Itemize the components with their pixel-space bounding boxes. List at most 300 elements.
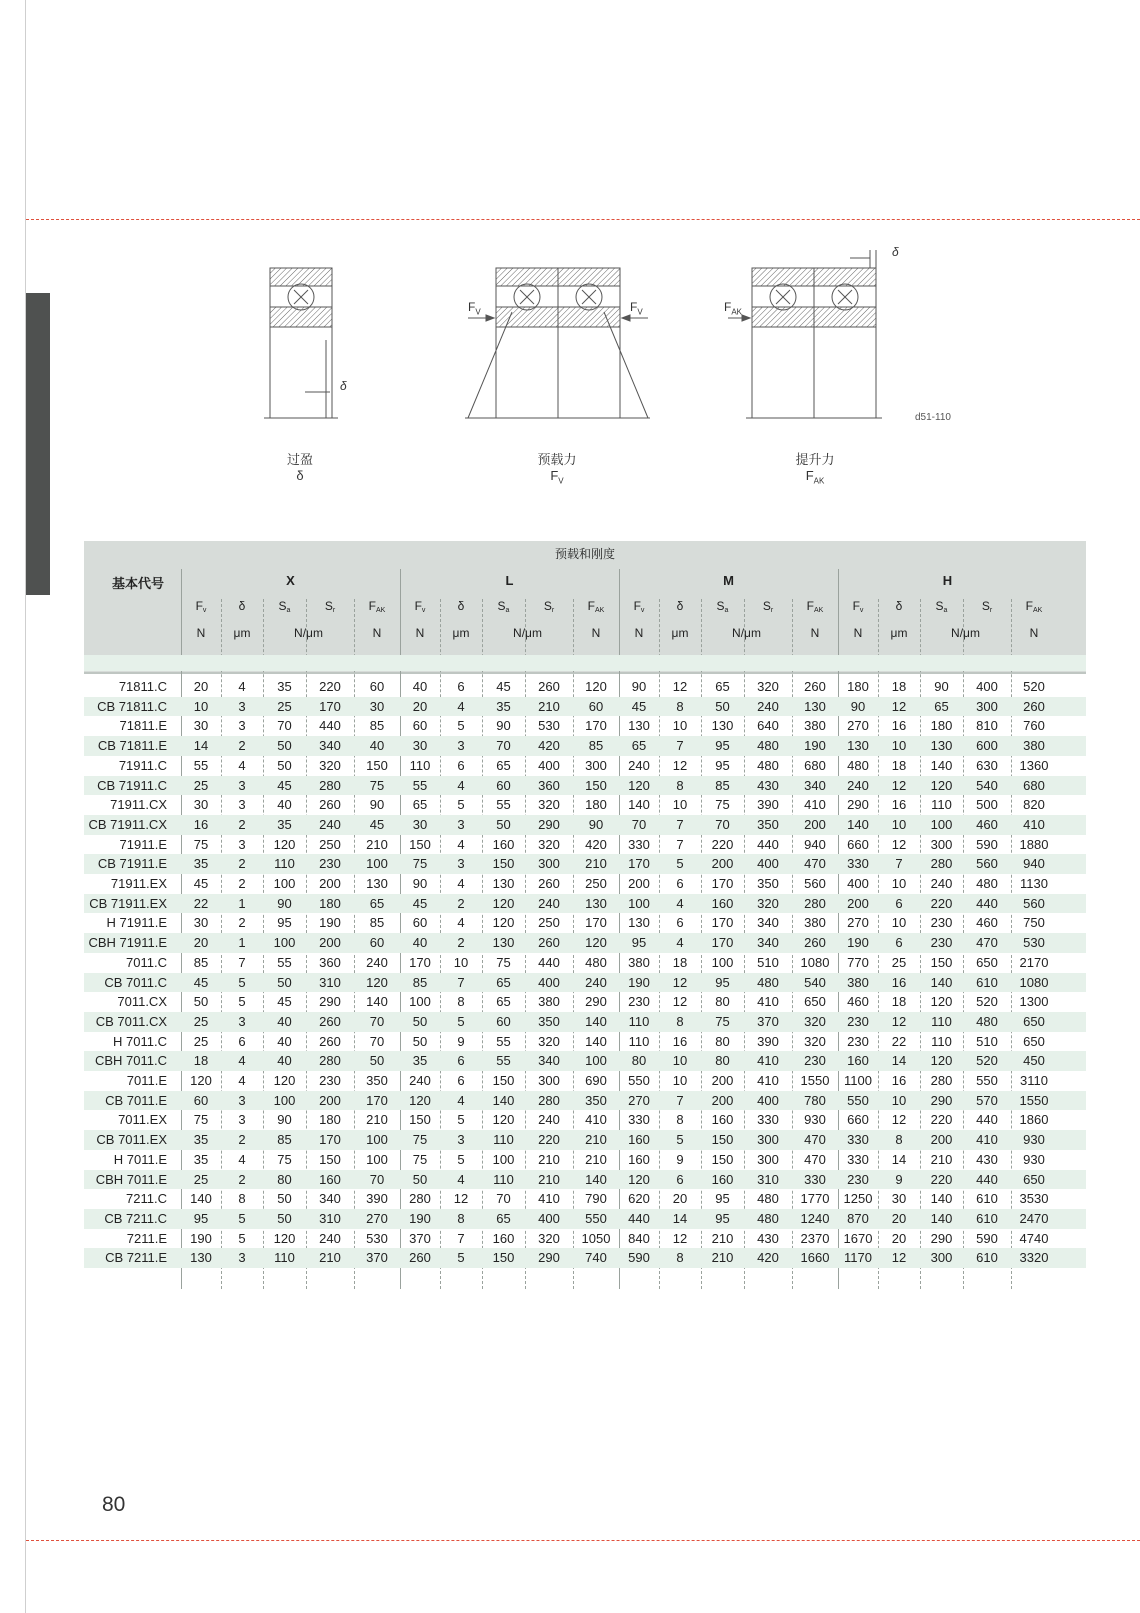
table-cell: 4: [238, 757, 246, 773]
bearing-code: H 7011.C: [113, 1033, 167, 1049]
table-cell: 380: [538, 994, 560, 1010]
table-cell: 95: [715, 974, 730, 990]
table-cell: 55: [412, 777, 428, 793]
table-cell: 70: [369, 1033, 385, 1049]
table-cell: 1170: [844, 1250, 872, 1266]
table-cell: 95: [715, 1191, 730, 1207]
table-cell: 320: [757, 679, 779, 694]
table-cell: 6: [676, 915, 684, 931]
table-cell: 50: [715, 698, 730, 714]
table-cell: 20: [672, 1191, 688, 1207]
col-fv-header: $F_v$: [852, 599, 864, 614]
table-cell: 6: [457, 757, 465, 773]
table-cell: 40: [277, 1033, 292, 1049]
table-cell: 8: [676, 777, 684, 793]
table-cell: 160: [711, 1112, 734, 1128]
table-cell: 8: [676, 1250, 684, 1266]
table-cell: 180: [585, 797, 607, 813]
caption-interference-text: 过盈: [286, 452, 313, 467]
table-cell: 170: [585, 718, 607, 734]
table-cell: 210: [711, 1250, 734, 1266]
table-cell: 12: [891, 698, 907, 714]
table-cell: 140: [585, 1171, 607, 1187]
col-sa-header: $S_a$: [935, 599, 948, 614]
table-cell: 120: [190, 1073, 212, 1088]
table-cell: 90: [631, 679, 647, 694]
table-cell: 530: [1023, 935, 1045, 951]
table-cell: 65: [496, 994, 511, 1010]
table-cell: 170: [319, 1132, 341, 1148]
table-cell: 130: [190, 1250, 212, 1266]
table-cell: 820: [1023, 797, 1045, 813]
table-cell: 45: [412, 895, 428, 911]
table-cell: 75: [193, 1112, 209, 1128]
table-cell: 350: [366, 1073, 388, 1088]
table-cell: 160: [847, 1053, 869, 1069]
table-cell: 240: [757, 698, 779, 714]
table-cell: 120: [585, 679, 607, 694]
bearing-code: CBH 71911.E: [88, 935, 167, 951]
table-cell: 200: [628, 876, 650, 891]
table-cell: 40: [277, 1053, 292, 1069]
table-cell: 8: [676, 1112, 684, 1128]
table-cell: 160: [319, 1171, 341, 1187]
table-cell: 10: [672, 1073, 688, 1088]
table-cell: 150: [492, 1250, 515, 1266]
table-cell: 240: [409, 1073, 431, 1088]
table-cell: 4: [238, 1053, 246, 1069]
table-cell: 90: [934, 679, 949, 694]
table-cell: 45: [496, 679, 511, 694]
table-cell: 400: [757, 1092, 779, 1108]
table-cell: 95: [715, 738, 730, 754]
table-cell: 45: [193, 876, 209, 891]
table-cell: 260: [538, 876, 560, 891]
bearing-code: CB 71811.C: [97, 698, 167, 714]
table-cell: 8: [676, 1013, 684, 1029]
table-cell: 650: [804, 994, 826, 1010]
table-cell: 40: [277, 1013, 292, 1029]
table-cell: 50: [277, 974, 292, 990]
table-cell: 590: [628, 1250, 650, 1266]
table-cell: 1240: [800, 1210, 830, 1226]
table-cell: 740: [585, 1250, 607, 1266]
table-cell: 410: [1023, 816, 1045, 832]
table-cell: 75: [412, 856, 428, 872]
unit-um: μm: [890, 626, 908, 640]
table-cell: 2: [457, 895, 465, 911]
table-cell: 790: [585, 1191, 607, 1207]
table-cell: 75: [369, 777, 385, 793]
table-cell: 30: [412, 816, 428, 832]
table-cell: 400: [538, 974, 560, 990]
col-sa-header: $S_a$: [278, 599, 291, 614]
unit-n-per-um: N/μm: [951, 626, 980, 640]
table-cell: 120: [366, 974, 388, 990]
table-cell: 45: [631, 698, 647, 714]
table-cell: 100: [492, 1151, 515, 1167]
col-fak-header: $F_{AK}$: [806, 599, 824, 614]
table-cell: 520: [976, 994, 998, 1010]
table-cell: 110: [409, 757, 431, 773]
table-cell: 170: [711, 915, 734, 931]
table-cell: 75: [496, 954, 511, 970]
table-cell: 240: [628, 757, 650, 773]
table-cell: 150: [409, 1112, 431, 1128]
table-cell: 480: [847, 757, 869, 773]
table-cell: 440: [628, 1210, 650, 1226]
table-cell: 12: [891, 777, 907, 793]
table-cell: 9: [676, 1151, 684, 1167]
table-cell: 90: [588, 816, 604, 832]
table-cell: 810: [976, 718, 998, 734]
table-cell: 210: [366, 1112, 388, 1128]
table-cell: 170: [366, 1092, 388, 1108]
table-cell: 270: [847, 915, 869, 931]
table-cell: 4: [457, 836, 465, 852]
table-cell: 120: [492, 895, 515, 911]
table-cell: 120: [930, 1053, 953, 1069]
table-cell: 130: [804, 698, 826, 714]
table-cell: 230: [847, 1033, 869, 1049]
table-cell: 4: [457, 1171, 465, 1187]
col-fak-header: $F_{AK}$: [368, 599, 386, 614]
table-cell: 570: [976, 1092, 998, 1108]
table-cell: 12: [891, 836, 907, 852]
table-cell: 55: [496, 1053, 511, 1069]
table-cell: 300: [976, 698, 998, 714]
table-cell: 40: [277, 797, 292, 813]
table-cell: 10: [193, 698, 209, 714]
col-sr-header: $S_r$: [762, 599, 774, 614]
table-cell: 370: [409, 1230, 431, 1246]
table-cell: 85: [588, 738, 604, 754]
table-cell: 470: [804, 856, 826, 872]
delta-symbol-1: δ: [340, 379, 347, 393]
table-cell: 460: [976, 816, 998, 832]
table-cell: 320: [538, 1033, 560, 1049]
table-cell: 1: [238, 895, 246, 911]
table-cell: 640: [757, 718, 779, 734]
table-cell: 140: [585, 1033, 607, 1049]
table-cell: 750: [1023, 915, 1045, 931]
table-cell: 370: [366, 1250, 388, 1266]
table-cell: 6: [238, 1033, 246, 1049]
table-cell: 540: [976, 777, 998, 793]
table-cell: 460: [847, 994, 869, 1010]
table-cell: 310: [757, 1171, 779, 1187]
table-cell: 85: [369, 915, 385, 931]
table-cell: 7: [457, 1230, 465, 1246]
table-cell: 170: [409, 954, 431, 970]
table-cell: 10: [672, 1053, 688, 1069]
table-cell: 340: [319, 1191, 341, 1207]
table-cell: 400: [847, 876, 869, 891]
table-cell: 170: [628, 856, 650, 872]
table-cell: 380: [804, 718, 826, 734]
table-cell: 270: [628, 1092, 650, 1108]
table-cell: 150: [319, 1151, 341, 1167]
table-cell: 210: [538, 698, 560, 714]
table-cell: 160: [711, 895, 734, 911]
table-cell: 460: [976, 915, 998, 931]
col-delta-header: δ: [238, 599, 246, 613]
table-cell: 30: [193, 797, 209, 813]
table-cell: 14: [672, 1210, 688, 1226]
table-cell: 2: [457, 935, 465, 951]
table-cell: 310: [319, 1210, 341, 1226]
table-cell: 190: [319, 915, 341, 931]
table-cell: 550: [585, 1210, 607, 1226]
col-delta-header: δ: [457, 599, 465, 613]
table-cell: 930: [1023, 1151, 1045, 1167]
table-cell: 16: [891, 797, 907, 813]
unit-n: N: [372, 626, 382, 640]
table-cell: 95: [715, 1210, 730, 1226]
table-cell: 50: [277, 757, 292, 773]
table-cell: 7: [676, 836, 684, 852]
table-cell: 25: [193, 1013, 209, 1029]
table-cell: 300: [930, 1250, 953, 1266]
table-cell: 320: [804, 1033, 826, 1049]
table-cell: 400: [757, 856, 779, 872]
table-cell: 4: [457, 915, 465, 931]
table-cell: 12: [891, 1013, 907, 1029]
table-cell: 22: [193, 895, 209, 911]
table-cell: 250: [538, 915, 560, 931]
table-cell: 650: [1023, 1171, 1045, 1187]
unit-um: μm: [233, 626, 251, 640]
table-cell: 5: [457, 797, 465, 813]
table-cell: 180: [319, 1112, 341, 1128]
table-cell: 290: [538, 816, 560, 832]
table-cell: 10: [891, 915, 907, 931]
table-cell: 450: [1023, 1053, 1045, 1069]
table-cell: 1360: [1019, 757, 1049, 773]
table-cell: 240: [847, 777, 869, 793]
table-cell: 130: [492, 935, 515, 951]
table-cell: 410: [585, 1112, 607, 1128]
bearing-code: 7011.EX: [118, 1112, 167, 1128]
table-cell: 4: [238, 1073, 246, 1088]
table-cell: 18: [891, 994, 907, 1010]
table-cell: 610: [976, 974, 998, 990]
table-cell: 100: [930, 816, 953, 832]
table-cell: 110: [931, 1013, 952, 1029]
table-cell: 270: [847, 718, 869, 734]
table-cell: 320: [538, 1230, 560, 1246]
table-cell: 540: [804, 974, 826, 990]
table-cell: 30: [193, 915, 209, 931]
table-cell: 280: [538, 1092, 560, 1108]
table-cell: 2: [238, 816, 246, 832]
table-cell: 340: [319, 738, 341, 754]
table-cell: 80: [277, 1171, 292, 1187]
table-cell: 120: [585, 935, 607, 951]
table-cell: 650: [1023, 1033, 1045, 1049]
lift-bearing-drawing: [728, 250, 882, 418]
table-cell: 90: [369, 797, 385, 813]
group-header-h: H: [942, 573, 953, 588]
table-cell: 35: [412, 1053, 428, 1069]
unit-n-per-um: N/μm: [732, 626, 761, 640]
table-cell: 280: [930, 1073, 953, 1088]
table-cell: 65: [496, 1210, 511, 1226]
table-cell: 290: [538, 1250, 560, 1266]
col-sa-header: $S_a$: [716, 599, 729, 614]
table-cell: 300: [757, 1132, 779, 1148]
table-cell: 45: [277, 777, 292, 793]
table-cell: 4740: [1019, 1230, 1049, 1246]
table-cell: 90: [850, 698, 866, 714]
table-cell: 75: [412, 1151, 428, 1167]
table-cell: 680: [1023, 777, 1045, 793]
col-fv-header: $F_v$: [414, 599, 426, 614]
table-cell: 380: [847, 974, 869, 990]
table-cell: 20: [891, 1230, 907, 1246]
bearing-drawings: [0, 0, 1140, 440]
table-cell: 20: [891, 1210, 907, 1226]
table-cell: 690: [585, 1073, 607, 1088]
table-cell: 630: [976, 757, 998, 773]
table-cell: 12: [672, 1230, 688, 1246]
table-cell: 85: [412, 974, 428, 990]
table-cell: 120: [930, 777, 953, 793]
table-cell: 260: [319, 1013, 341, 1029]
table-cell: 280: [319, 777, 341, 793]
table-cell: 340: [538, 1053, 560, 1069]
bearing-code: CB 7011.C: [104, 974, 167, 990]
bearing-code: CB 71911.EX: [89, 895, 167, 911]
table-cell: 100: [366, 856, 388, 872]
table-cell: 560: [976, 856, 998, 872]
table-cell: 220: [930, 1171, 953, 1187]
table-cell: 65: [496, 757, 511, 773]
table-cell: 18: [672, 954, 688, 970]
table-cell: 75: [193, 836, 209, 852]
table-cell: 200: [804, 816, 826, 832]
table-cell: 200: [711, 1073, 734, 1088]
table-cell: 660: [847, 836, 869, 852]
table-cell: 270: [366, 1210, 388, 1226]
table-cell: 150: [711, 1151, 734, 1167]
table-cell: 200: [711, 1092, 734, 1108]
unit-n: N: [853, 626, 863, 640]
table-cell: 230: [930, 935, 953, 951]
table-cell: 12: [672, 679, 688, 694]
table-cell: 200: [930, 1132, 953, 1148]
table-cell: 85: [715, 777, 730, 793]
table-cell: 280: [804, 895, 826, 911]
table-cell: 5: [238, 994, 246, 1010]
table-cell: 230: [804, 1053, 826, 1069]
col-fak-header: $F_{AK}$: [587, 599, 605, 614]
table-cell: 400: [976, 679, 998, 694]
table-cell: 350: [538, 1013, 560, 1029]
table-cell: 70: [496, 738, 511, 754]
table-cell: 180: [930, 718, 953, 734]
table-cell: 320: [804, 1013, 826, 1029]
table-cell: 560: [804, 876, 826, 891]
unit-um: μm: [671, 626, 689, 640]
table-cell: 8: [676, 698, 684, 714]
table-cell: 140: [930, 974, 953, 990]
table-cell: 160: [492, 836, 515, 852]
table-cell: 20: [193, 679, 209, 694]
table-cell: 3: [238, 698, 246, 714]
table-cell: 2370: [800, 1230, 830, 1246]
row-stripe: [84, 655, 1086, 671]
table-cell: 240: [538, 895, 560, 911]
table-cell: 300: [538, 856, 560, 872]
table-cell: 510: [757, 954, 779, 970]
table-cell: 320: [538, 797, 560, 813]
table-cell: 470: [804, 1151, 826, 1167]
table-cell: 240: [319, 816, 341, 832]
table-header-rule: [84, 672, 1086, 674]
table-cell: 5: [238, 974, 246, 990]
table-cell: 110: [493, 1171, 514, 1187]
table-cell: 250: [585, 876, 607, 891]
col-delta-header: δ: [676, 599, 684, 613]
caption-preload: [527, 452, 587, 490]
table-cell: 25: [891, 954, 907, 970]
table-cell: 930: [1023, 1132, 1045, 1148]
col-fv-header: $F_v$: [633, 599, 645, 614]
group-header-l: L: [505, 573, 514, 588]
table-cell: 550: [976, 1073, 998, 1088]
table-cell: 120: [492, 915, 515, 931]
table-cell: 12: [891, 1112, 907, 1128]
table-cell: 410: [757, 1073, 779, 1088]
table-cell: 2470: [1019, 1210, 1049, 1226]
table-cell: 130: [628, 915, 650, 931]
table-cell: 170: [319, 698, 341, 714]
table-cell: 360: [319, 954, 341, 970]
table-cell: 70: [496, 1191, 511, 1207]
caption-lift: [785, 452, 845, 490]
bearing-code: 71811.C: [118, 679, 167, 694]
table-cell: 80: [715, 1033, 730, 1049]
table-cell: 170: [711, 935, 734, 951]
table-cell: 140: [492, 1092, 515, 1108]
table-cell: 25: [193, 1033, 209, 1049]
table-cell: 25: [277, 698, 292, 714]
table-cell: 200: [847, 895, 869, 911]
table-cell: 5: [676, 1132, 684, 1148]
table-cell: 230: [847, 1171, 869, 1187]
table-cell: 130: [930, 738, 953, 754]
bearing-code: CB 71911.E: [97, 856, 167, 872]
table-cell: 170: [711, 876, 734, 891]
table-cell: 150: [492, 1073, 515, 1088]
fv-symbol-right: $F_V$: [630, 300, 643, 317]
table-cell: 1080: [800, 954, 830, 970]
table-cell: 190: [804, 738, 826, 754]
single-bearing-drawing: [264, 268, 338, 418]
table-cell: 35: [193, 1132, 209, 1148]
table-cell: 2: [238, 915, 246, 931]
table-cell: 14: [891, 1053, 907, 1069]
table-cell: 1250: [843, 1191, 873, 1207]
table-cell: 18: [891, 757, 907, 773]
table-cell: 370: [757, 1013, 779, 1029]
table-cell: 410: [538, 1191, 560, 1207]
table-cell: 120: [628, 1171, 650, 1187]
bearing-code: CB 7211.E: [105, 1250, 167, 1266]
table-cell: 930: [804, 1112, 826, 1128]
table-cell: 300: [757, 1151, 779, 1167]
